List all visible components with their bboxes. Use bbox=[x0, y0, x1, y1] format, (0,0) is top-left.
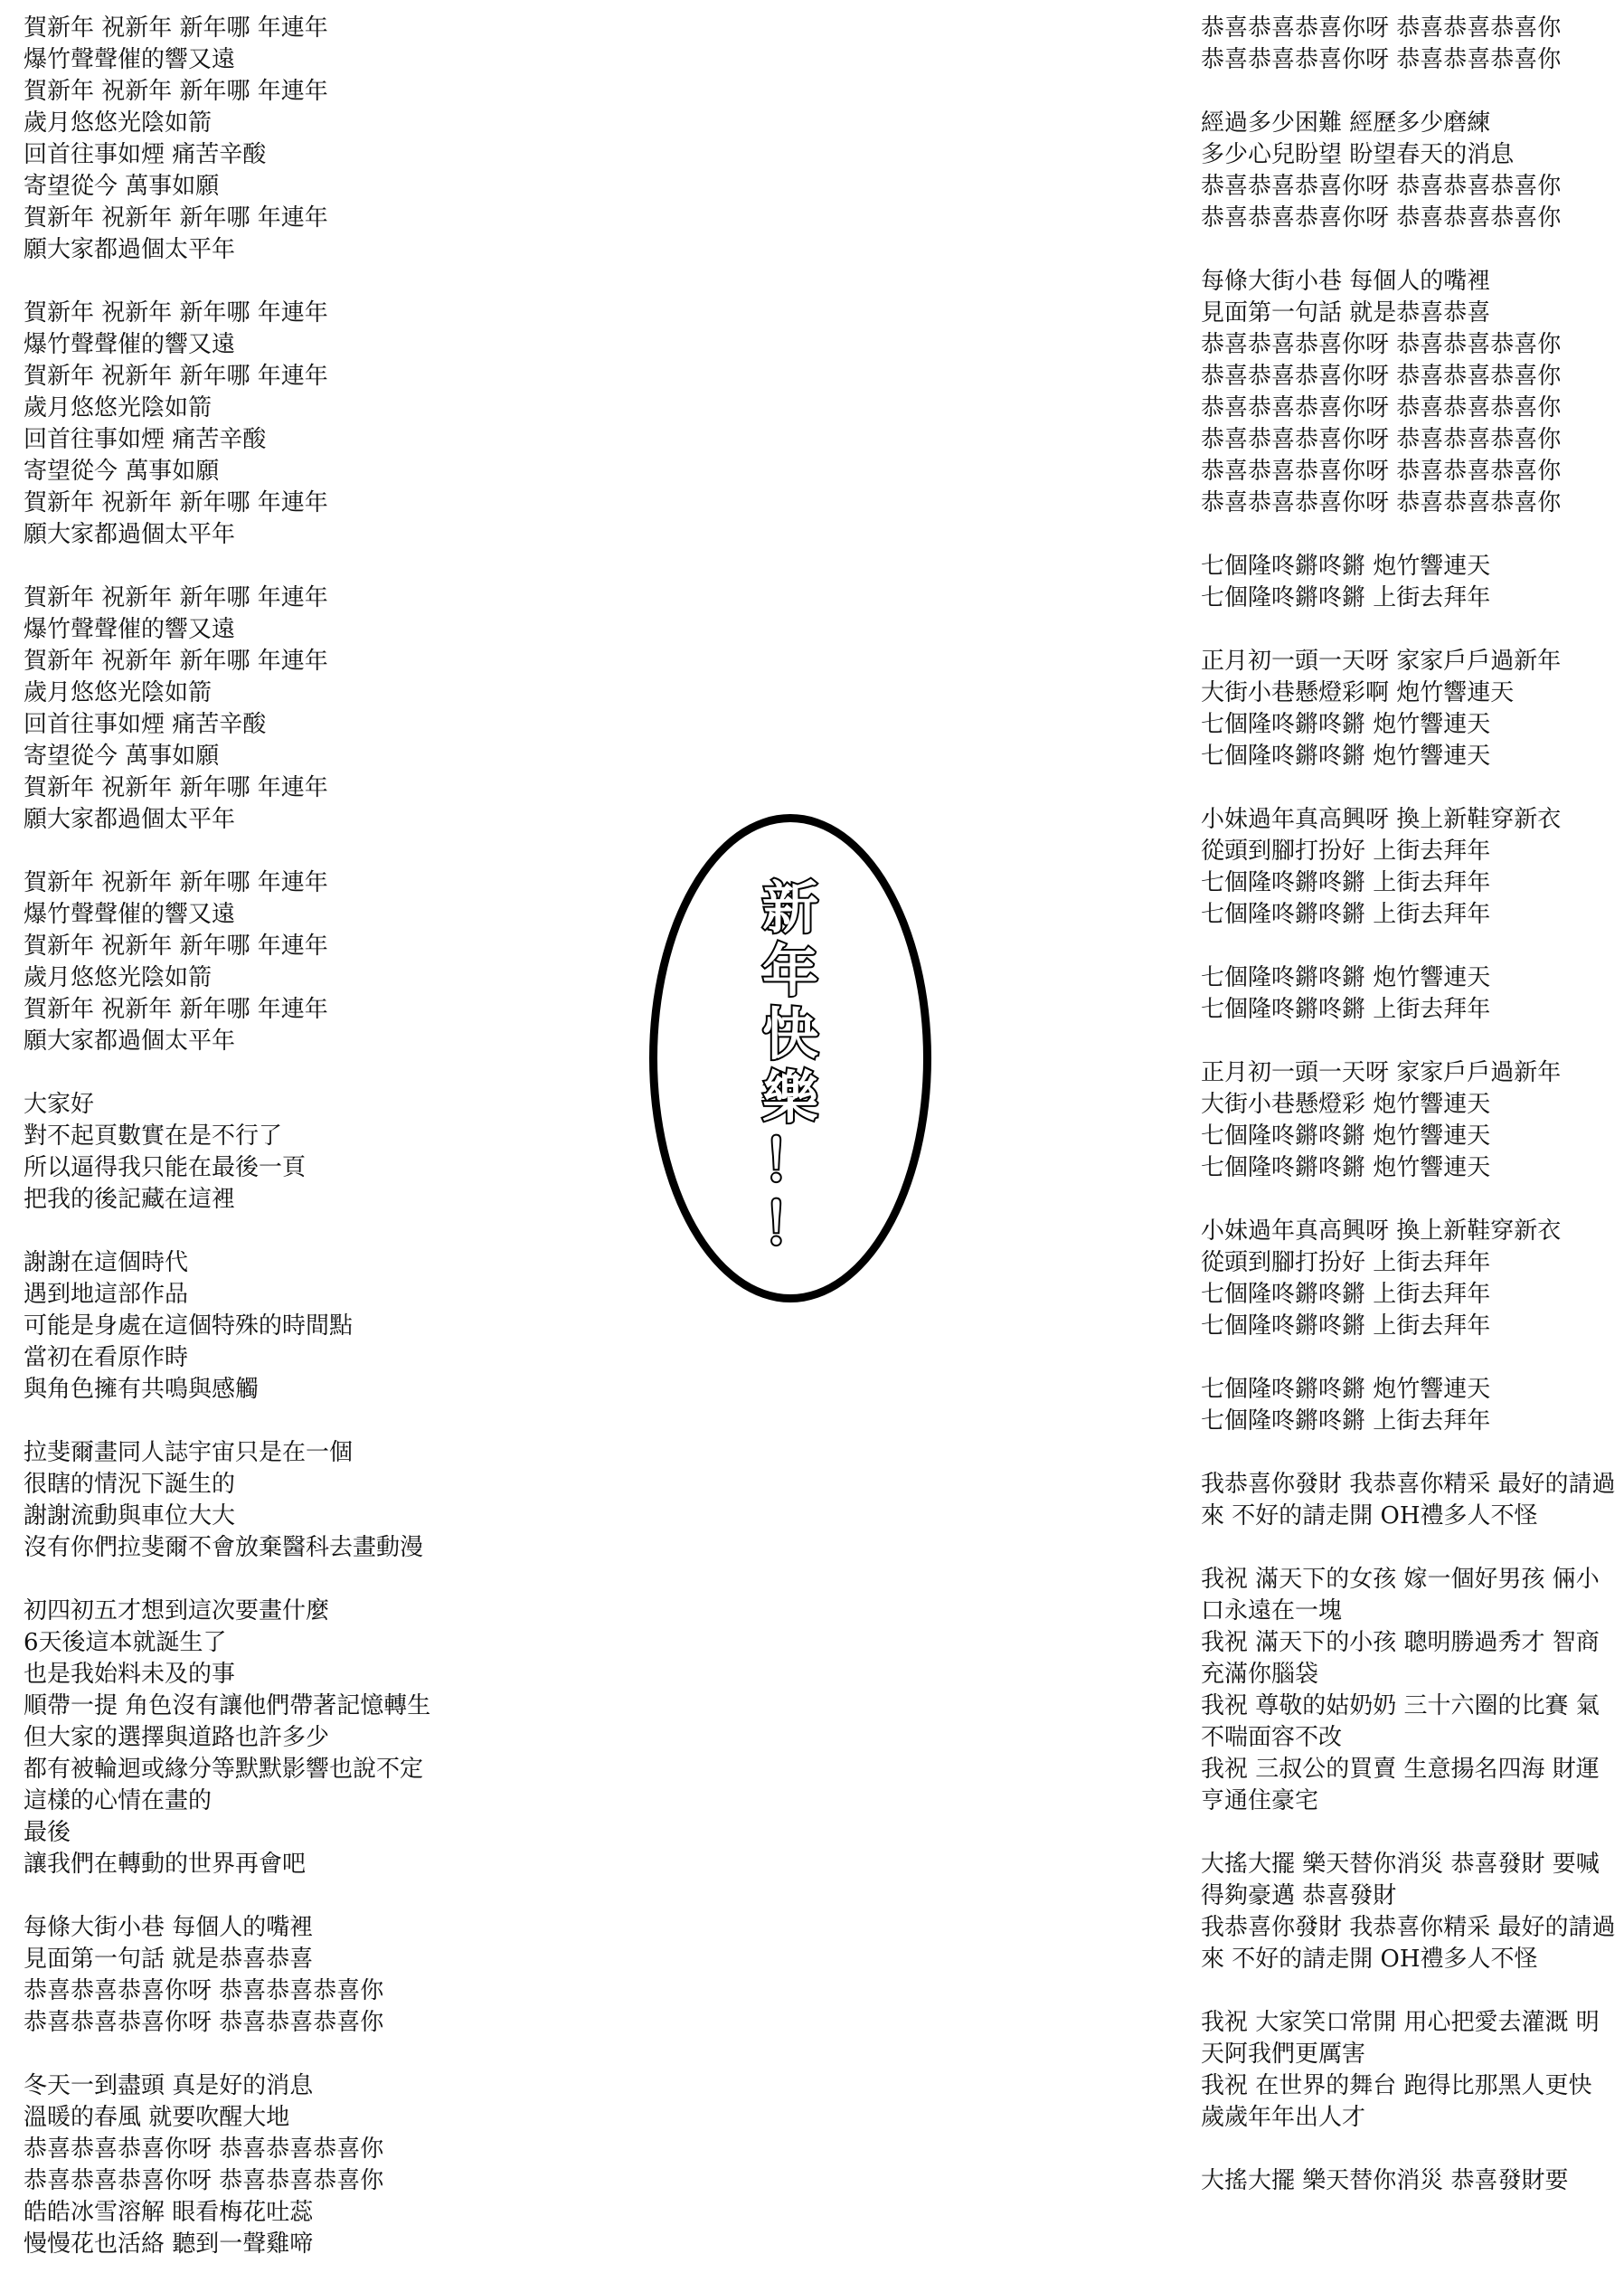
title-char: 新 bbox=[761, 875, 818, 941]
lyric-line: 爆竹聲聲催的響又遠 bbox=[24, 616, 236, 643]
lyric-line: 對不起頁數實在是不行了 bbox=[24, 1122, 283, 1150]
lyric-line: 我恭喜你發財 我恭喜你精采 最好的請過來 不好的請走開 OH禮多人不怪 bbox=[1201, 1471, 1616, 1530]
lyric-line: 遇到地這部作品 bbox=[24, 1281, 189, 1308]
lyric-line: 從頭到腳打扮好 上街去拜年 bbox=[1201, 838, 1491, 865]
lyric-line: 很瞎的情況下誕生的 bbox=[24, 1471, 236, 1498]
lyric-line: 這樣的心情在畫的 bbox=[24, 1787, 212, 1814]
lyric-stanza bbox=[1201, 1849, 1617, 1975]
lyric-line: 所以逼得我只能在最後一頁 bbox=[24, 1154, 307, 1181]
lyric-line: 我祝 三叔公的買賣 生意揚名四海 財運亨通住豪宅 bbox=[1201, 1756, 1600, 1814]
lyric-stanza bbox=[1201, 13, 1617, 76]
lyric-line: 當初在看原作時 bbox=[24, 1344, 189, 1371]
lyric-line: 回首往事如煙 痛苦辛酸 bbox=[24, 711, 267, 738]
title-char: 樂 bbox=[761, 1065, 818, 1131]
lyric-line: 恭喜恭喜恭喜你呀 恭喜恭喜恭喜你 bbox=[1201, 426, 1562, 453]
lyric-line: 初四初五才想到這次要畫什麼 bbox=[24, 1597, 330, 1624]
lyric-line: 拉斐爾畫同人誌宇宙只是在一個 bbox=[24, 1439, 354, 1466]
lyric-line: 恭喜恭喜恭喜你呀 恭喜恭喜恭喜你 bbox=[1201, 46, 1562, 73]
lyric-line: 大搖大擺 樂天替你消災 恭喜發財 要喊得夠豪邁 恭喜發財 bbox=[1201, 1851, 1600, 1909]
lyric-line: 恭喜恭喜恭喜你呀 恭喜恭喜恭喜你 bbox=[1201, 394, 1562, 421]
lyric-line: 歲月悠悠光陰如箭 bbox=[24, 679, 212, 706]
lyric-line: 可能是身處在這個特殊的時間點 bbox=[24, 1312, 354, 1340]
lyric-line: 賀新年 祝新年 新年哪 年連年 bbox=[24, 363, 328, 390]
lyric-line: 賀新年 祝新年 新年哪 年連年 bbox=[24, 996, 328, 1023]
lyric-stanza bbox=[1201, 1564, 1617, 1817]
lyric-stanza bbox=[1201, 266, 1617, 519]
lyric-line: 賀新年 祝新年 新年哪 年連年 bbox=[24, 78, 328, 105]
lyric-line: 冬天一到盡頭 真是好的消息 bbox=[24, 2072, 314, 2099]
lyric-line: 恭喜恭喜恭喜你呀 恭喜恭喜恭喜你 bbox=[1201, 458, 1562, 485]
lyric-line: 恭喜恭喜恭喜你呀 恭喜恭喜恭喜你 bbox=[24, 2136, 384, 2163]
lyric-line: 每條大街小巷 每個人的嘴裡 bbox=[1201, 268, 1491, 295]
lyric-line: 我祝 大家笑口常開 用心把愛去灌溉 明天阿我們更厲害 bbox=[1201, 2009, 1600, 2068]
lyric-line: 恭喜恭喜恭喜你呀 恭喜恭喜恭喜你 bbox=[1201, 14, 1562, 42]
lyric-line: 七個隆咚鏘咚鏘 炮竹響連天 bbox=[1201, 1122, 1491, 1150]
lyric-line: 歲月悠悠光陰如箭 bbox=[24, 109, 212, 137]
lyric-line: 恭喜恭喜恭喜你呀 恭喜恭喜恭喜你 bbox=[1201, 173, 1562, 200]
lyric-line: 賀新年 祝新年 新年哪 年連年 bbox=[24, 14, 328, 42]
lyric-line: 我恭喜你發財 我恭喜你精采 最好的請過來 不好的請走開 OH禮多人不怪 bbox=[1201, 1914, 1616, 1973]
lyric-line: 願大家都過個太平年 bbox=[24, 1028, 236, 1055]
left-lyrics-column bbox=[24, 13, 584, 2292]
lyric-line: 從頭到腳打扮好 上街去拜年 bbox=[1201, 1249, 1491, 1276]
lyric-line: 恭喜恭喜恭喜你呀 恭喜恭喜恭喜你 bbox=[24, 1977, 384, 2004]
lyric-stanza bbox=[24, 13, 584, 266]
lyric-line: 沒有你們拉斐爾不會放棄醫科去畫動漫 bbox=[24, 1534, 424, 1561]
lyric-stanza bbox=[1201, 1374, 1617, 1437]
lyric-line: 賀新年 祝新年 新年哪 年連年 bbox=[24, 489, 328, 516]
lyric-line: 每條大街小巷 每個人的嘴裡 bbox=[24, 1914, 314, 1941]
lyric-stanza bbox=[24, 2070, 584, 2260]
lyric-stanza bbox=[1201, 1057, 1617, 1184]
lyric-line: 賀新年 祝新年 新年哪 年連年 bbox=[24, 933, 328, 960]
lyric-line: 七個隆咚鏘咚鏘 炮竹響連天 bbox=[1201, 1154, 1491, 1181]
lyric-line: 賀新年 祝新年 新年哪 年連年 bbox=[24, 204, 328, 232]
lyric-line: 也是我始料未及的事 bbox=[24, 1661, 236, 1688]
lyric-line: 寄望從今 萬事如願 bbox=[24, 743, 220, 770]
lyric-stanza bbox=[24, 1596, 584, 1880]
lyric-line: 願大家都過個太平年 bbox=[24, 806, 236, 833]
lyric-line: 爆竹聲聲催的響又遠 bbox=[24, 901, 236, 928]
lyric-line: 七個隆咚鏘咚鏘 上街去拜年 bbox=[1201, 1407, 1491, 1435]
lyric-line: 正月初一頭一天呀 家家戶戶過新年 bbox=[1201, 648, 1562, 675]
lyric-line: 恭喜恭喜恭喜你呀 恭喜恭喜恭喜你 bbox=[1201, 331, 1562, 358]
lyric-line: 寄望從今 萬事如願 bbox=[24, 458, 220, 485]
lyric-stanza bbox=[24, 582, 584, 836]
title-char: 年 bbox=[761, 938, 818, 1004]
lyric-stanza bbox=[1201, 1469, 1617, 1532]
lyric-line: 歲月悠悠光陰如箭 bbox=[24, 964, 212, 991]
lyric-stanza bbox=[1201, 551, 1617, 614]
lyric-line: 順帶一提 角色沒有讓他們帶著記憶轉生 bbox=[24, 1692, 431, 1719]
title-char: 快 bbox=[761, 1001, 818, 1067]
lyric-stanza bbox=[24, 298, 584, 551]
lyric-line: 七個隆咚鏘咚鏘 炮竹響連天 bbox=[1201, 964, 1491, 991]
lyric-line: 大街小巷懸燈彩 炮竹響連天 bbox=[1201, 1091, 1491, 1118]
lyric-line: 恭喜恭喜恭喜你呀 恭喜恭喜恭喜你 bbox=[1201, 363, 1562, 390]
lyric-line: 七個隆咚鏘咚鏘 炮竹響連天 bbox=[1201, 1376, 1491, 1403]
lyric-line: 但大家的選擇與道路也許多少 bbox=[24, 1724, 330, 1751]
lyric-stanza bbox=[1201, 962, 1617, 1026]
lyric-line: 讓我們在轉動的世界再會吧 bbox=[24, 1851, 307, 1878]
lyric-line: 寄望從今 萬事如願 bbox=[24, 173, 220, 200]
lyric-line: 皓皓冰雪溶解 眼看梅花吐蕊 bbox=[24, 2199, 314, 2226]
lyric-line: 都有被輪迴或緣分等默默影響也說不定 bbox=[24, 1756, 424, 1783]
lyric-line: 正月初一頭一天呀 家家戶戶過新年 bbox=[1201, 1059, 1562, 1086]
lyric-stanza bbox=[1201, 804, 1617, 931]
lyric-line: 賀新年 祝新年 新年哪 年連年 bbox=[24, 299, 328, 327]
lyric-line: 恭喜恭喜恭喜你呀 恭喜恭喜恭喜你 bbox=[24, 2009, 384, 2036]
lyric-stanza bbox=[1201, 108, 1617, 234]
lyric-line: 爆竹聲聲催的響又遠 bbox=[24, 331, 236, 358]
lyric-line: 見面第一句話 就是恭喜恭喜 bbox=[1201, 299, 1491, 327]
lyric-line: 賀新年 祝新年 新年哪 年連年 bbox=[24, 648, 328, 675]
lyric-line: 回首往事如煙 痛苦辛酸 bbox=[24, 141, 267, 168]
lyric-line: 我祝 滿天下的女孩 嫁一個好男孩 倆小口永遠在一塊 bbox=[1201, 1566, 1600, 1624]
lyric-stanza bbox=[24, 1247, 584, 1406]
lyric-line: 恭喜恭喜恭喜你呀 恭喜恭喜恭喜你 bbox=[24, 2167, 384, 2194]
lyric-line: 大搖大擺 樂天替你消災 恭喜發財要 bbox=[1201, 2167, 1569, 2194]
lyric-line: 我祝 在世界的舞台 跑得比那黑人更快 歲歲年年出人才 bbox=[1201, 2072, 1592, 2131]
lyric-line: 溫暖的春風 就要吹醒大地 bbox=[24, 2104, 290, 2131]
lyric-stanza bbox=[1201, 2007, 1617, 2134]
lyric-line: 七個隆咚鏘咚鏘 上街去拜年 bbox=[1201, 996, 1491, 1023]
lyric-line: 恭喜恭喜恭喜你呀 恭喜恭喜恭喜你 bbox=[1201, 489, 1562, 516]
lyric-line: 經過多少困難 經歷多少磨練 bbox=[1201, 109, 1491, 137]
lyric-line: 七個隆咚鏘咚鏘 炮竹響連天 bbox=[1201, 711, 1491, 738]
lyric-line: 恭喜恭喜恭喜你呀 恭喜恭喜恭喜你 bbox=[1201, 204, 1562, 232]
new-year-title bbox=[657, 876, 923, 1256]
lyric-line: 七個隆咚鏘咚鏘 上街去拜年 bbox=[1201, 1281, 1491, 1308]
new-year-title-oval bbox=[649, 814, 931, 1302]
lyric-line: 賀新年 祝新年 新年哪 年連年 bbox=[24, 774, 328, 801]
lyric-line: 多少心兒盼望 盼望春天的消息 bbox=[1201, 141, 1515, 168]
lyric-stanza bbox=[24, 867, 584, 1057]
lyric-line: 小妹過年真高興呀 換上新鞋穿新衣 bbox=[1201, 1217, 1562, 1245]
lyric-line: 願大家都過個太平年 bbox=[24, 521, 236, 548]
lyric-line: 我祝 尊敬的姑奶奶 三十六圈的比賽 氣不喘面容不改 bbox=[1201, 1692, 1600, 1751]
lyric-line: 爆竹聲聲催的響又遠 bbox=[24, 46, 236, 73]
title-char: ！ bbox=[761, 1128, 818, 1194]
lyric-line: 七個隆咚鏘咚鏘 炮竹響連天 bbox=[1201, 743, 1491, 770]
lyric-stanza bbox=[24, 1437, 584, 1564]
lyric-line: 賀新年 祝新年 新年哪 年連年 bbox=[24, 869, 328, 896]
lyric-line: 大家好 bbox=[24, 1091, 95, 1118]
lyric-line: 與角色擁有共鳴與感觸 bbox=[24, 1376, 260, 1403]
lyric-line: 七個隆咚鏘咚鏘 上街去拜年 bbox=[1201, 869, 1491, 896]
lyric-line: 七個隆咚鏘咚鏘 上街去拜年 bbox=[1201, 584, 1491, 611]
lyric-stanza bbox=[24, 1089, 584, 1216]
lyric-line: 最後 bbox=[24, 1819, 71, 1846]
right-lyrics-column bbox=[1201, 13, 1617, 2229]
lyric-line: 謝謝在這個時代 bbox=[24, 1249, 189, 1276]
lyric-line: 七個隆咚鏘咚鏘 炮竹響連天 bbox=[1201, 553, 1491, 580]
lyric-line: 把我的後記藏在這裡 bbox=[24, 1186, 236, 1213]
lyric-line: 6天後這本就誕生了 bbox=[24, 1629, 227, 1656]
lyric-line: 見面第一句話 就是恭喜恭喜 bbox=[24, 1946, 314, 1973]
lyric-line: 大街小巷懸燈彩啊 炮竹響連天 bbox=[1201, 679, 1515, 706]
lyric-line: 賀新年 祝新年 新年哪 年連年 bbox=[24, 584, 328, 611]
lyric-stanza bbox=[1201, 1216, 1617, 1342]
lyric-line: 我祝 滿天下的小孩 聰明勝過秀才 智商充滿你腦袋 bbox=[1201, 1629, 1600, 1688]
title-char: ！ bbox=[761, 1191, 818, 1257]
lyric-stanza bbox=[1201, 2165, 1617, 2197]
lyric-line: 歲月悠悠光陰如箭 bbox=[24, 394, 212, 421]
lyric-line: 回首往事如煙 痛苦辛酸 bbox=[24, 426, 267, 453]
lyric-line: 七個隆咚鏘咚鏘 上街去拜年 bbox=[1201, 1312, 1491, 1340]
lyric-line: 慢慢花也活絡 聽到一聲雞啼 bbox=[24, 2230, 314, 2258]
lyric-stanza bbox=[1201, 646, 1617, 772]
lyric-stanza bbox=[24, 1912, 584, 2039]
lyric-line: 七個隆咚鏘咚鏘 上街去拜年 bbox=[1201, 901, 1491, 928]
lyric-line: 謝謝流動與車位大大 bbox=[24, 1502, 236, 1530]
lyric-line: 願大家都過個太平年 bbox=[24, 236, 236, 263]
lyric-line: 小妹過年真高興呀 換上新鞋穿新衣 bbox=[1201, 806, 1562, 833]
